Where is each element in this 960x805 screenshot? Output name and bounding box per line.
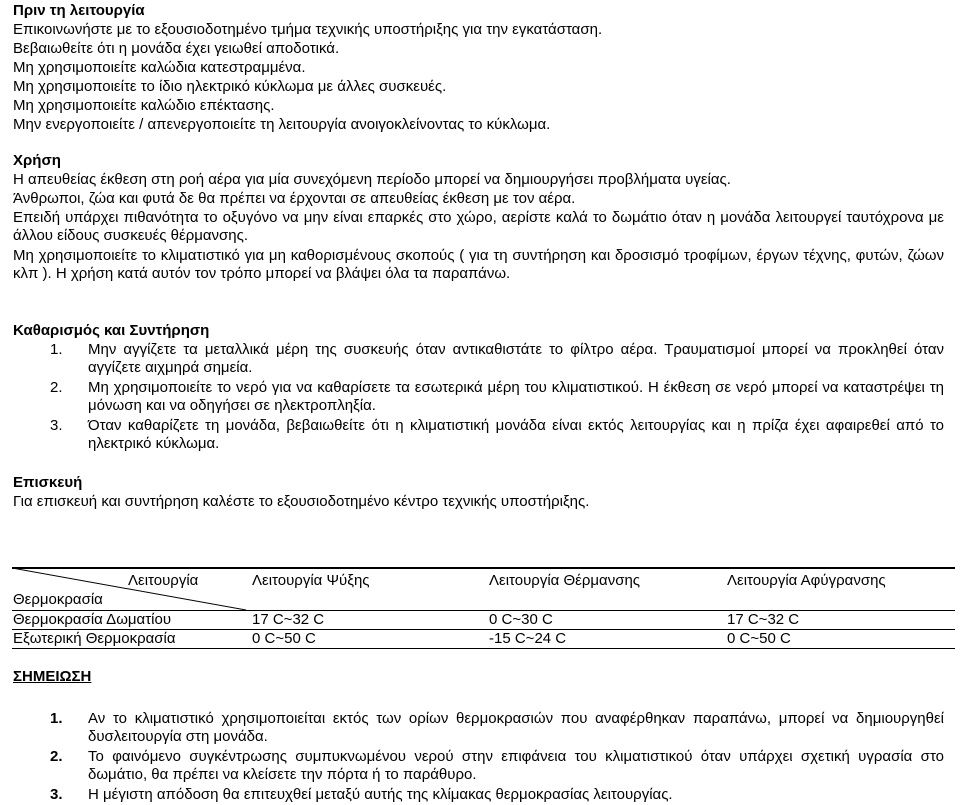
usage-paragraph: Επειδή υπάρχει πιθανότητα το οξυγόνο να μην είναι επαρκές στο χώρο, αερίστε καλά το δωμάτιο όταν η μονάδα λειτουργεί ταυτόχρονα με άλλου είδους συσκευές θέρμανσης. [13, 209, 944, 244]
list-number: 3. [50, 417, 63, 434]
service-text: Για επισκευή και συντήρηση καλέστε το εξουσιοδοτημένο κέντρο τεχνικής υποστήριξης. [13, 493, 590, 510]
section-title-service: Επισκευή [13, 474, 83, 491]
table-bottom-border [12, 648, 955, 649]
table-cell: 17 C~32 C [252, 611, 325, 628]
list-item-text: Μη χρησιμοποιείτε το νερό για να καθαρίσετε τα εσωτερικά μέρη του κλιματιστικού. Η έκθεση σε νερό μπορεί να καταστρέψει τη μόνωση και να οδηγήσει σε ηλεκτροπληξία. [88, 379, 944, 414]
section-title-cleaning: Καθαρισμός και Συντήρηση [13, 322, 210, 339]
list-number: 3. [50, 786, 63, 803]
table-column-header: Λειτουργία Ψύξης [252, 572, 370, 589]
list-item-text: Το φαινόμενο συγκέντρωσης συμπυκνωμένου νερού στην επιφάνεια του κλιματιστικού όταν υπάρχει σχετική υγρασία στο δωμάτιο, θα πρέπει να κλείσετε την πόρτα ή το παράθυρο. [88, 748, 944, 783]
table-cell: 0 C~50 C [252, 630, 316, 647]
table-column-header: Λειτουργία Θέρμανσης [489, 572, 641, 589]
usage-paragraph: Άνθρωποι, ζώα και φυτά δε θα πρέπει να έρχονται σε απευθείας έκθεση με τον αέρα. [13, 190, 576, 207]
section-title-usage: Χρήση [13, 152, 61, 169]
table-cell: 0 C~50 C [727, 630, 791, 647]
list-item-text: Αν το κλιματιστικό χρησιμοποιείται εκτός των ορίων θερμοκρασιών που αναφέρθηκαν παραπάνω, μπορεί να δημιουργηθεί δυσλειτουργία στη μονάδα. [88, 710, 944, 745]
before-use-line: Επικοινωνήστε με το εξουσιοδοτημένο τμήμα τεχνικής υποστήριξης για την εγκατάσταση. [13, 21, 603, 38]
table-cell: 0 C~30 C [489, 611, 553, 628]
before-use-line: Μη χρησιμοποιείτε το ίδιο ηλεκτρικό κύκλωμα με άλλες συσκευές. [13, 78, 447, 95]
list-number: 1. [50, 710, 63, 727]
usage-paragraph: Μη χρησιμοποιείτε το κλιματιστικό για μη καθορισμένους σκοπούς ( για τη συντήρηση και δροσισμό τροφίμων, έργων τέχνης, φυτών, ζώων κλπ ). Η χρήση κατά αυτόν τον τρόπο μπορεί να βλάψει όλα τα παραπάνω. [13, 247, 944, 282]
table-column-header: Λειτουργία Αφύγρανσης [727, 572, 886, 589]
table-cell: -15 C~24 C [489, 630, 567, 647]
table-cell: 17 C~32 C [727, 611, 800, 628]
table-row-label: Θερμοκρασία Δωματίου [13, 611, 172, 628]
table-corner-top-label: Λειτουργία [128, 572, 199, 589]
list-item-text: Μην αγγίζετε τα μεταλλικά μέρη της συσκευής όταν αντικαθιστάτε το φίλτρο αέρα. Τραυματισμοί μπορεί να προκληθεί όταν αγγίζετε αιχμηρά σημεία. [88, 341, 944, 376]
section-title-note: ΣΗΜΕΙΩΣΗ [13, 668, 92, 685]
usage-paragraph: Η απευθείας έκθεση στη ροή αέρα για μία συνεχόμενη περίοδο μπορεί να δημιουργήσει προβλήματα υγείας. [13, 171, 731, 188]
list-item-text: Η μέγιστη απόδοση θα επιτευχθεί μεταξύ αυτής της κλίμακας θερμοκρασίας λειτουργίας. [88, 786, 673, 803]
section-title-before-use: Πριν τη λειτουργία [13, 2, 145, 19]
list-number: 2. [50, 379, 63, 396]
before-use-line: Μη χρησιμοποιείτε καλώδιο επέκτασης. [13, 97, 275, 114]
list-number: 2. [50, 748, 63, 765]
before-use-line: Μη χρησιμοποιείτε καλώδια κατεστραμμένα. [13, 59, 306, 76]
before-use-line: Μην ενεργοποιείτε / απενεργοποιείτε τη λειτουργία ανοιγοκλείνοντας το κύκλωμα. [13, 116, 551, 133]
table-corner-bottom-label: Θερμοκρασία [13, 591, 103, 608]
list-item-text: Όταν καθαρίζετε τη μονάδα, βεβαιωθείτε ότι η κλιματιστική μονάδα είναι εκτός λειτουργίας και η πρίζα έχει αφαιρεθεί από το ηλεκτρικό κύκλωμα. [88, 417, 944, 452]
list-number: 1. [50, 341, 63, 358]
before-use-line: Βεβαιωθείτε ότι η μονάδα έχει γειωθεί αποδοτικά. [13, 40, 340, 57]
table-row-label: Εξωτερική Θερμοκρασία [13, 630, 176, 647]
